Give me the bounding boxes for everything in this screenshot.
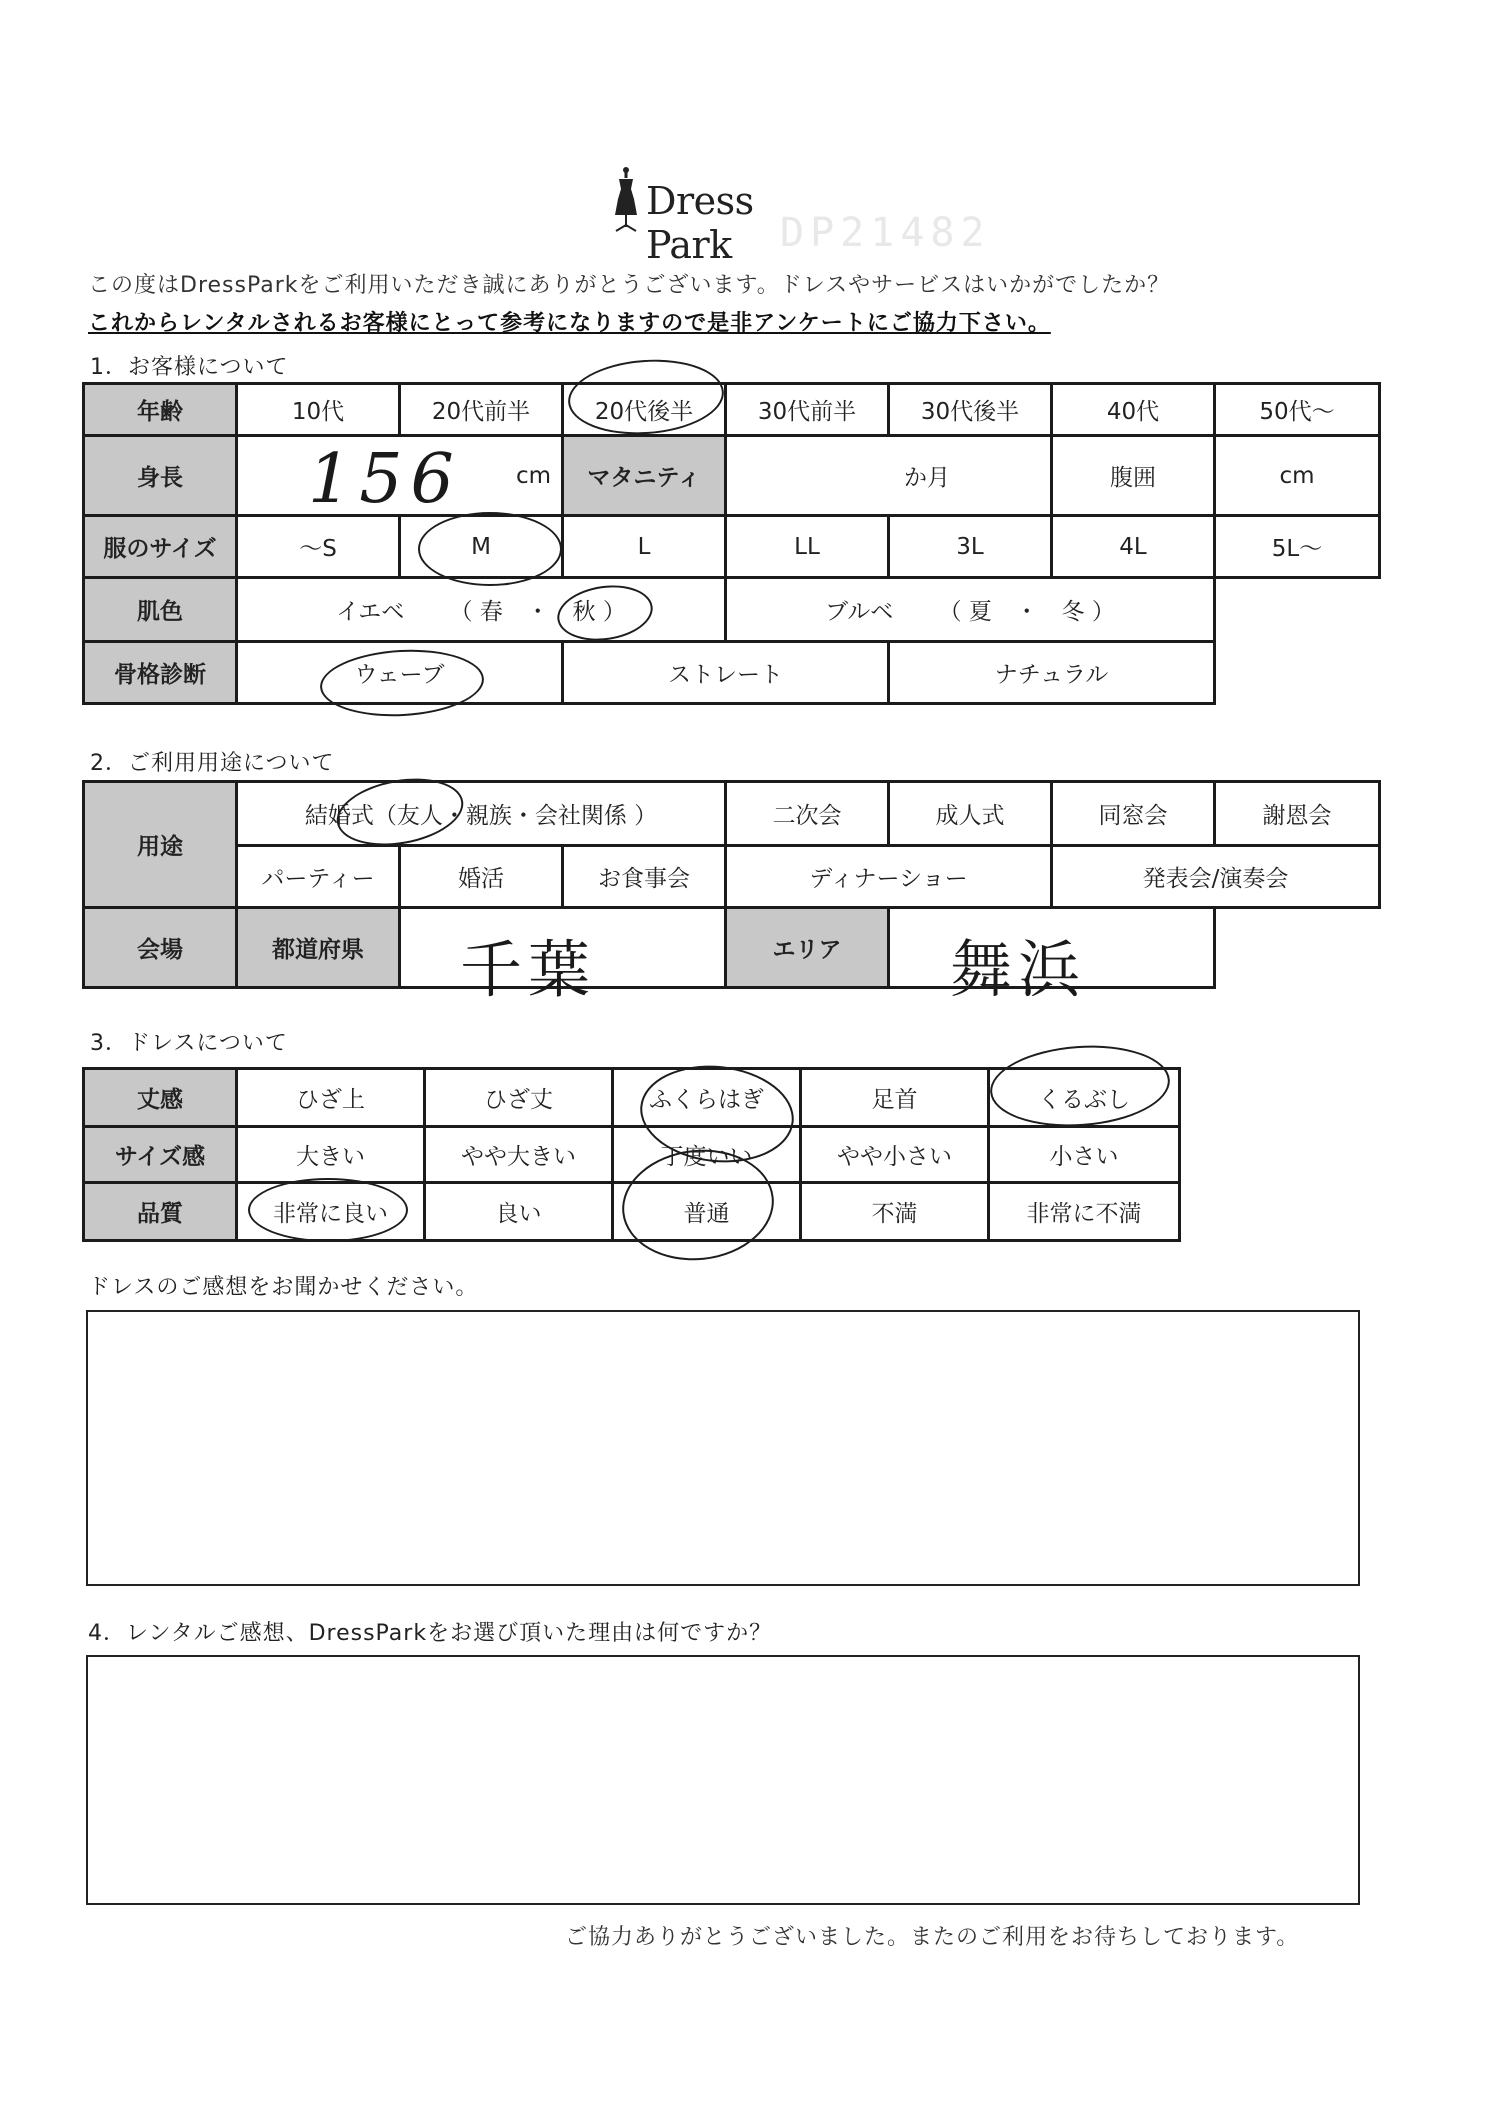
skin-autumn[interactable]: 秋 bbox=[572, 599, 596, 625]
blue-base-label: ブルベ bbox=[825, 599, 894, 625]
intro-request: これからレンタルされるお客様にとって参考になりますので是非アンケートにご協力下さい。 bbox=[88, 311, 1051, 336]
age-option[interactable]: 30代前半 bbox=[726, 384, 889, 436]
rental-comment-box[interactable] bbox=[86, 1655, 1360, 1905]
waist-unit: cm bbox=[1279, 462, 1315, 489]
size-option[interactable]: L bbox=[563, 516, 726, 578]
prefecture-label: 都道府県 bbox=[237, 908, 400, 988]
quality-option[interactable]: 非常に不満 bbox=[989, 1183, 1180, 1241]
empty-cell bbox=[1215, 642, 1380, 704]
quality-label: 品質 bbox=[84, 1183, 237, 1241]
purpose-option[interactable]: 成人式 bbox=[889, 782, 1052, 846]
quality-selection-circle bbox=[248, 1178, 408, 1242]
size-option[interactable]: ～S bbox=[237, 516, 400, 578]
skin-winter[interactable]: 冬 bbox=[1061, 599, 1085, 625]
size-option[interactable]: LL bbox=[726, 516, 889, 578]
paren-close: ） bbox=[1091, 599, 1115, 625]
prefecture-handwritten: 千葉 bbox=[460, 933, 597, 1006]
purpose-option[interactable]: ディナーショー bbox=[726, 846, 1052, 908]
separator-dot: ・ bbox=[526, 599, 550, 625]
quality-option-selected[interactable]: 非常に良い bbox=[237, 1183, 425, 1241]
fit-option[interactable]: やや大きい bbox=[425, 1127, 613, 1183]
fit-option[interactable]: 小さい bbox=[989, 1127, 1180, 1183]
skeleton-label: 骨格診断 bbox=[84, 642, 237, 704]
yellow-base-label: イエベ bbox=[336, 599, 405, 625]
maternity-label: マタニティ bbox=[563, 436, 726, 516]
blue-base-cell bbox=[726, 578, 1215, 642]
length-option[interactable]: ひざ丈 bbox=[425, 1069, 613, 1127]
height-handwritten: 156 bbox=[308, 440, 462, 519]
empty-cell bbox=[1215, 908, 1380, 988]
skin-summer[interactable]: 夏 bbox=[968, 599, 992, 625]
skin-label: 肌色 bbox=[84, 578, 237, 642]
fit-option-selected[interactable]: 丁度いい bbox=[613, 1127, 801, 1183]
dress-form-icon bbox=[610, 165, 642, 235]
size-option[interactable]: 5L～ bbox=[1215, 516, 1380, 578]
paren-open: （ bbox=[449, 599, 473, 625]
months-unit: か月 bbox=[904, 465, 950, 491]
length-option-selected[interactable]: ふくらはぎ bbox=[613, 1069, 801, 1127]
purpose-option[interactable]: お食事会 bbox=[563, 846, 726, 908]
paren-open: （ bbox=[938, 599, 962, 625]
customer-info-table bbox=[82, 382, 1381, 705]
area-label: エリア bbox=[726, 908, 889, 988]
skeleton-option[interactable]: ナチュラル bbox=[889, 642, 1215, 704]
purpose-label: 用途 bbox=[84, 782, 237, 908]
faint-order-number: DP21482 bbox=[780, 210, 991, 256]
section2-title: 2．ご利用用途について bbox=[90, 751, 335, 776]
size-option-selected[interactable]: M bbox=[400, 516, 563, 578]
wedding-text: 結婚式（ bbox=[304, 803, 397, 829]
purpose-option[interactable]: 同窓会 bbox=[1052, 782, 1215, 846]
intro-text: この度はDressParkをご利用いただき誠にありがとうございます。ドレスやサービスはいかがでしたか？ bbox=[88, 273, 1171, 298]
wedding-option[interactable] bbox=[237, 782, 726, 846]
age-option[interactable]: 50代～ bbox=[1215, 384, 1380, 436]
footer-thanks: ご協力ありがとうございました。またのご利用をお待ちしております。 bbox=[565, 1925, 1300, 1950]
age-option[interactable]: 20代前半 bbox=[400, 384, 563, 436]
length-option[interactable]: 足首 bbox=[801, 1069, 989, 1127]
skin-spring[interactable]: 春 bbox=[479, 599, 503, 625]
purpose-option[interactable]: 謝恩会 bbox=[1215, 782, 1380, 846]
quality-option[interactable]: 良い bbox=[425, 1183, 613, 1241]
waist-label: 腹囲 bbox=[1052, 436, 1215, 516]
venue-label: 会場 bbox=[84, 908, 237, 988]
age-option[interactable]: 10代 bbox=[237, 384, 400, 436]
paren-close: ） bbox=[602, 599, 626, 625]
size-option[interactable]: 4L bbox=[1052, 516, 1215, 578]
purpose-option[interactable]: 婚活 bbox=[400, 846, 563, 908]
age-option[interactable]: 40代 bbox=[1052, 384, 1215, 436]
wedding-friend[interactable]: 友人 bbox=[396, 803, 443, 829]
purpose-option[interactable]: パーティー bbox=[237, 846, 400, 908]
skeleton-option[interactable]: ストレート bbox=[563, 642, 889, 704]
usage-table bbox=[82, 780, 1381, 989]
quality-option[interactable]: 不満 bbox=[801, 1183, 989, 1241]
quality-option-selected[interactable]: 普通 bbox=[613, 1183, 801, 1241]
height-unit: cm bbox=[515, 462, 551, 489]
size-selection-circle bbox=[418, 512, 562, 586]
length-label: 丈感 bbox=[84, 1069, 237, 1127]
age-option[interactable]: 30代後半 bbox=[889, 384, 1052, 436]
wedding-rest: ・親族・会社関係 ） bbox=[442, 803, 658, 829]
section3-title: 3．ドレスについて bbox=[90, 1031, 288, 1056]
size-label: 服のサイズ bbox=[84, 516, 237, 578]
skeleton-option-selected[interactable]: ウェーブ bbox=[237, 642, 563, 704]
empty-cell bbox=[1215, 578, 1380, 642]
dress-comment-prompt: ドレスのご感想をお聞かせください。 bbox=[88, 1275, 479, 1300]
fit-option[interactable]: やや小さい bbox=[801, 1127, 989, 1183]
section4-title: 4．レンタルご感想、DressParkをお選び頂いた理由は何ですか？ bbox=[88, 1621, 773, 1646]
size-option[interactable]: 3L bbox=[889, 516, 1052, 578]
fit-option[interactable]: 大きい bbox=[237, 1127, 425, 1183]
brand-name: Dress Park bbox=[646, 179, 754, 267]
separator-dot: ・ bbox=[1015, 599, 1039, 625]
purpose-option[interactable]: 二次会 bbox=[726, 782, 889, 846]
fit-label: サイズ感 bbox=[84, 1127, 237, 1183]
age-label: 年齢 bbox=[84, 384, 237, 436]
height-label: 身長 bbox=[84, 436, 237, 516]
maternity-months-field[interactable] bbox=[726, 436, 1052, 516]
section1-title: 1．お客様について bbox=[90, 355, 289, 380]
area-handwritten: 舞浜 bbox=[950, 933, 1087, 1006]
dress-comment-box[interactable] bbox=[86, 1310, 1360, 1586]
age-option-selected[interactable]: 20代後半 bbox=[563, 384, 726, 436]
length-option-selected[interactable]: くるぶし bbox=[989, 1069, 1180, 1127]
length-option[interactable]: ひざ上 bbox=[237, 1069, 425, 1127]
purpose-option[interactable]: 発表会/演奏会 bbox=[1052, 846, 1380, 908]
waist-field[interactable] bbox=[1215, 436, 1380, 516]
